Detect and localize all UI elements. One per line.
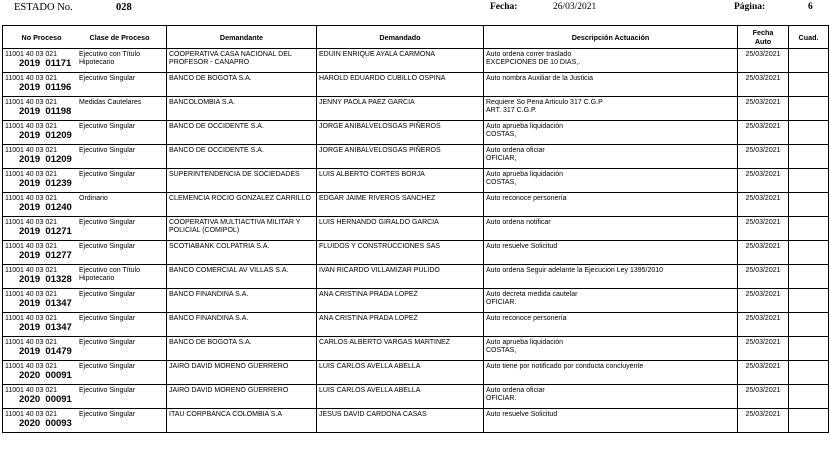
table-row	[3, 361, 829, 385]
fecha-auto-cell: 25/03/2021	[738, 289, 789, 313]
estado-number: 028	[116, 2, 132, 13]
demandado-cell: LUIS HERNANDO GIRALDO GARCIA	[317, 217, 484, 241]
proceso-cell	[3, 265, 167, 289]
proceso-number: 2019 01240	[19, 202, 72, 213]
clase-proceso: Ejecutivo Singular	[79, 171, 136, 178]
col-header-descripcion: Descripción Actuación	[484, 26, 738, 49]
clase-proceso: Ejecutivo Singular	[79, 147, 136, 154]
estado-label: ESTADO No.	[14, 2, 73, 13]
demandado-cell: LUIS CARLOS AVELLA ABELLA	[317, 385, 484, 409]
clase-proceso: Ejecutivo Singular	[79, 75, 136, 82]
demandado-cell: CARLOS ALBERTO VARGAS MARTINEZ	[317, 337, 484, 361]
fecha-auto-cell: 25/03/2021	[738, 73, 789, 97]
clase-proceso: Ejecutivo Singular	[79, 411, 136, 418]
demandante-cell: BANCO DE OCCIDENTE S.A.	[167, 145, 317, 169]
proceso-cell	[3, 145, 167, 169]
demandado-cell: ANA CRISTINA PRADA LOPEZ	[317, 313, 484, 337]
proceso-code: 11001 40 03 021	[5, 75, 58, 82]
table-row	[3, 193, 829, 217]
proceso-code: 11001 40 03 021	[5, 147, 58, 154]
proceso-code: 11001 40 03 021	[5, 99, 58, 106]
table-row	[3, 73, 829, 97]
proceso-code: 11001 40 03 021	[5, 51, 58, 58]
pagina-number: 6	[808, 2, 813, 12]
proceso-number: 2019 01209	[19, 154, 72, 165]
table-row	[3, 217, 829, 241]
fecha-auto-cell: 25/03/2021	[738, 337, 789, 361]
demandante-cell: JAIRO DAVID MORENO GUERRERO	[167, 361, 317, 385]
fecha-auto-cell: 25/03/2021	[738, 193, 789, 217]
demandado-cell: FLUIDOS Y CONSTRUCCIONES SAS	[317, 241, 484, 265]
demandante-cell: SCOTIABANK COLPATRIA S.A.	[167, 241, 317, 265]
proceso-cell	[3, 73, 167, 97]
demandado-cell: ANA CRISTINA PRADA LOPEZ	[317, 289, 484, 313]
demandante-cell: BANCO FINANDINA S.A.	[167, 289, 317, 313]
clase-proceso: Ejecutivo con Título Hipotecario	[79, 267, 140, 282]
proceso-cell	[3, 217, 167, 241]
descripcion-line-2: ART. 317 C.G.P.	[486, 107, 537, 114]
fecha-auto-cell: 25/03/2021	[738, 241, 789, 265]
descripcion-line-1: Auto aprueba liquidación	[486, 123, 564, 130]
demandado-cell: JESUS DAVID CARDONA CASAS	[317, 409, 484, 433]
proceso-number: 2019 01271	[19, 226, 72, 237]
table-row	[3, 49, 829, 73]
clase-proceso: Ejecutivo Singular	[79, 339, 136, 346]
cuad-cell	[789, 265, 829, 289]
descripcion-line-2: OFICIAR.	[486, 395, 517, 402]
descripcion-line-1: Auto ordena correr traslado	[486, 51, 572, 58]
descripcion-line-2: COSTAS,	[486, 179, 517, 186]
proceso-code: 11001 40 03 021	[5, 363, 58, 370]
descripcion-line-1: Auto tiene por notificado por conducta concluyente	[486, 363, 644, 370]
demandante-cell: BANCO FINANDINA S.A.	[167, 313, 317, 337]
demandante-cell: COOPERATIVA MULTIACTIVA MILITAR Y POLICIAL (COMIPOL)	[167, 217, 317, 241]
cuad-cell	[789, 121, 829, 145]
demandante-cell: BANCOLOMBIA S.A.	[167, 97, 317, 121]
clase-proceso: Ejecutivo Singular	[79, 315, 136, 322]
proceso-cell	[3, 361, 167, 385]
clase-proceso: Medidas Cautelares	[79, 99, 142, 106]
cuad-cell	[789, 193, 829, 217]
demandado-cell: LUIS CARLOS AVELLA ABELLA	[317, 361, 484, 385]
fecha-auto-cell: 25/03/2021	[738, 145, 789, 169]
descripcion-cell	[484, 313, 738, 337]
descripcion-cell	[484, 217, 738, 241]
descripcion-cell	[484, 361, 738, 385]
proceso-cell	[3, 121, 167, 145]
proceso-cell	[3, 385, 167, 409]
fecha-auto-cell: 25/03/2021	[738, 361, 789, 385]
table-row	[3, 169, 829, 193]
proceso-number: 2019 01328	[19, 274, 72, 285]
demandante-cell: JAIRO DAVID MORENO GUERRERO	[167, 385, 317, 409]
col-header-fecha-auto: Fecha Auto	[738, 26, 789, 49]
proceso-code: 11001 40 03 021	[5, 291, 58, 298]
fecha-auto-cell: 25/03/2021	[738, 385, 789, 409]
descripcion-cell	[484, 193, 738, 217]
demandante-cell: BANCO COMERCIAL AV VILLAS S.A.	[167, 265, 317, 289]
proceso-code: 11001 40 03 021	[5, 123, 58, 130]
clase-proceso: Ejecutivo Singular	[79, 387, 136, 394]
clase-proceso: Ejecutivo Singular	[79, 363, 136, 370]
proceso-code: 11001 40 03 021	[5, 243, 58, 250]
demandante-cell: BANCO DE OCCIDENTE S.A.	[167, 121, 317, 145]
fecha-auto-cell: 25/03/2021	[738, 217, 789, 241]
proceso-code: 11001 40 03 021	[5, 171, 58, 178]
descripcion-line-2: OFICIAR,	[486, 155, 517, 162]
descripcion-cell	[484, 265, 738, 289]
descripcion-line-1: Auto ordena oficiar	[486, 147, 545, 154]
descripcion-line-2: EXCEPCIONES DE 10 DIAS,.	[486, 59, 581, 66]
table-row	[3, 265, 829, 289]
descripcion-cell	[484, 337, 738, 361]
table-row	[3, 385, 829, 409]
clase-proceso: Ejecutivo Singular	[79, 123, 136, 130]
descripcion-cell	[484, 121, 738, 145]
cuad-cell	[789, 361, 829, 385]
descripcion-line-1: Auto decreta medida cautelar	[486, 291, 578, 298]
proceso-code: 11001 40 03 021	[5, 219, 58, 226]
pagina-label: Página:	[734, 2, 766, 12]
proceso-cell	[3, 169, 167, 193]
proceso-code: 11001 40 03 021	[5, 315, 58, 322]
descripcion-cell	[484, 97, 738, 121]
proceso-cell	[3, 337, 167, 361]
proceso-number: 2019 01239	[19, 178, 72, 189]
table-row	[3, 97, 829, 121]
demandante-cell: ITAU CORPBANCA COLOMBIA S.A	[167, 409, 317, 433]
descripcion-line-2: COSTAS,	[486, 131, 517, 138]
proceso-cell	[3, 193, 167, 217]
fecha-auto-cell: 25/03/2021	[738, 409, 789, 433]
proceso-number: 2019 01209	[19, 130, 72, 141]
demandante-cell: CLEMENCIA ROCIO GONZALEZ CARRILLO	[167, 193, 317, 217]
demandado-cell: IVAN RICARDO VILLAMIZAR PULIDO	[317, 265, 484, 289]
proceso-code: 11001 40 03 021	[5, 339, 58, 346]
estado-table	[2, 25, 829, 433]
fecha-auto-cell: 25/03/2021	[738, 313, 789, 337]
demandado-cell: EDUIN ENRIQUE AYALA CARMONA	[317, 49, 484, 73]
fecha-auto-cell: 25/03/2021	[738, 265, 789, 289]
col-header-proceso: No Proceso Clase de Proceso	[3, 26, 167, 49]
descripcion-cell	[484, 289, 738, 313]
cuad-cell	[789, 385, 829, 409]
proceso-number: 2019 01171	[19, 58, 72, 69]
descripcion-line-2: COSTAS,	[486, 347, 517, 354]
proceso-number: 2020 00091	[19, 394, 72, 405]
descripcion-line-1: Auto ordena oficiar	[486, 387, 545, 394]
cuad-cell	[789, 49, 829, 73]
table-row	[3, 289, 829, 313]
descripcion-line-1: Auto aprueba liquidación	[486, 171, 564, 178]
cuad-cell	[789, 97, 829, 121]
demandante-cell: BANCO DE BOGOTA S.A.	[167, 337, 317, 361]
demandante-cell: BANCO DE BOGOTA S.A.	[167, 73, 317, 97]
demandado-cell: JORGE ANIBALVELOSGAS PIÑEROS	[317, 121, 484, 145]
demandado-cell: LUIS ALBERTO CORTES BORJA	[317, 169, 484, 193]
proceso-number: 2019 01277	[19, 250, 72, 261]
clase-proceso: Ejecutivo con Título Hipotecario	[79, 51, 140, 66]
cuad-cell	[789, 73, 829, 97]
descripcion-line-1: Auto resuelve Solicitud	[486, 411, 558, 418]
col-header-demandado: Demandado	[317, 26, 484, 49]
proceso-cell	[3, 313, 167, 337]
proceso-cell	[3, 409, 167, 433]
proceso-number: 2020 00091	[19, 370, 72, 381]
fecha-auto-cell: 25/03/2021	[738, 49, 789, 73]
descripcion-line-1: Auto reconoce personería	[486, 315, 567, 322]
proceso-number: 2019 01347	[19, 298, 72, 309]
proceso-number: 2020 00093	[19, 418, 72, 429]
table-row	[3, 241, 829, 265]
table-header-row	[3, 26, 829, 49]
cuad-cell	[789, 289, 829, 313]
descripcion-cell	[484, 385, 738, 409]
proceso-number: 2019 01479	[19, 346, 72, 357]
proceso-number: 2019 01198	[19, 106, 72, 117]
demandante-cell: COOPERATIVA CASA NACIONAL DEL PROFESOR - CANAPRO	[167, 49, 317, 73]
fecha-auto-cell: 25/03/2021	[738, 121, 789, 145]
descripcion-cell	[484, 169, 738, 193]
table-row	[3, 313, 829, 337]
cuad-cell	[789, 169, 829, 193]
demandado-cell: JORGE ANIBALVELOSGAS PIÑEROS	[317, 145, 484, 169]
descripcion-line-1: Auto ordena notificar	[486, 219, 551, 226]
proceso-cell	[3, 49, 167, 73]
fecha-auto-cell: 25/03/2021	[738, 97, 789, 121]
col-header-demandante: Demandante	[167, 26, 317, 49]
clase-proceso: Ejecutivo Singular	[79, 219, 136, 226]
cuad-cell	[789, 241, 829, 265]
demandado-cell: EDGAR JAIME RIVEROS SANCHEZ	[317, 193, 484, 217]
demandado-cell: HAROLD EDUARDO CUBILLO OSPINA	[317, 73, 484, 97]
proceso-cell	[3, 97, 167, 121]
descripcion-cell	[484, 241, 738, 265]
cuad-cell	[789, 337, 829, 361]
descripcion-line-2: OFICIAR.	[486, 299, 517, 306]
descripcion-line-1: Auto resuelve Solicitud	[486, 243, 558, 250]
descripcion-cell	[484, 145, 738, 169]
table-row	[3, 121, 829, 145]
proceso-code: 11001 40 03 021	[5, 387, 58, 394]
col-header-cuad: Cuad.	[789, 26, 829, 49]
descripcion-line-1: Auto ordena Seguir adelante la Ejecucion Ley 1395/2010	[486, 267, 664, 274]
clase-proceso: Ordinario	[79, 195, 108, 202]
proceso-code: 11001 40 03 021	[5, 411, 58, 418]
proceso-cell	[3, 241, 167, 265]
table-row	[3, 145, 829, 169]
fecha-auto-cell: 25/03/2021	[738, 169, 789, 193]
table-row	[3, 337, 829, 361]
fecha-label: Fecha:	[490, 2, 518, 12]
descripcion-line-1: Auto reconoce personería	[486, 195, 567, 202]
page-header	[0, 0, 830, 22]
descripcion-line-1: Auto nombra Auxiliar de la Justicia	[486, 75, 593, 82]
table-row	[3, 409, 829, 433]
cuad-cell	[789, 217, 829, 241]
proceso-code: 11001 40 03 021	[5, 267, 58, 274]
proceso-number: 2019 01196	[19, 82, 72, 93]
descripcion-cell	[484, 73, 738, 97]
descripcion-cell	[484, 409, 738, 433]
cuad-cell	[789, 409, 829, 433]
descripcion-cell	[484, 49, 738, 73]
cuad-cell	[789, 145, 829, 169]
demandado-cell: JENNY PAOLA PAEZ GARCIA	[317, 97, 484, 121]
demandante-cell: SUPERINTENDENCIA DE SOCIEDADES	[167, 169, 317, 193]
clase-proceso: Ejecutivo Singular	[79, 243, 136, 250]
descripcion-line-1: Requiere So Pena Articulo 317 C.G.P	[486, 99, 603, 106]
proceso-code: 11001 40 03 021	[5, 195, 58, 202]
proceso-cell	[3, 289, 167, 313]
clase-proceso: Ejecutivo Singular	[79, 291, 136, 298]
cuad-cell	[789, 313, 829, 337]
descripcion-line-1: Auto aprueba liquidación	[486, 339, 564, 346]
fecha-value: 26/03/2021	[553, 2, 597, 12]
proceso-number: 2019 01347	[19, 322, 72, 333]
